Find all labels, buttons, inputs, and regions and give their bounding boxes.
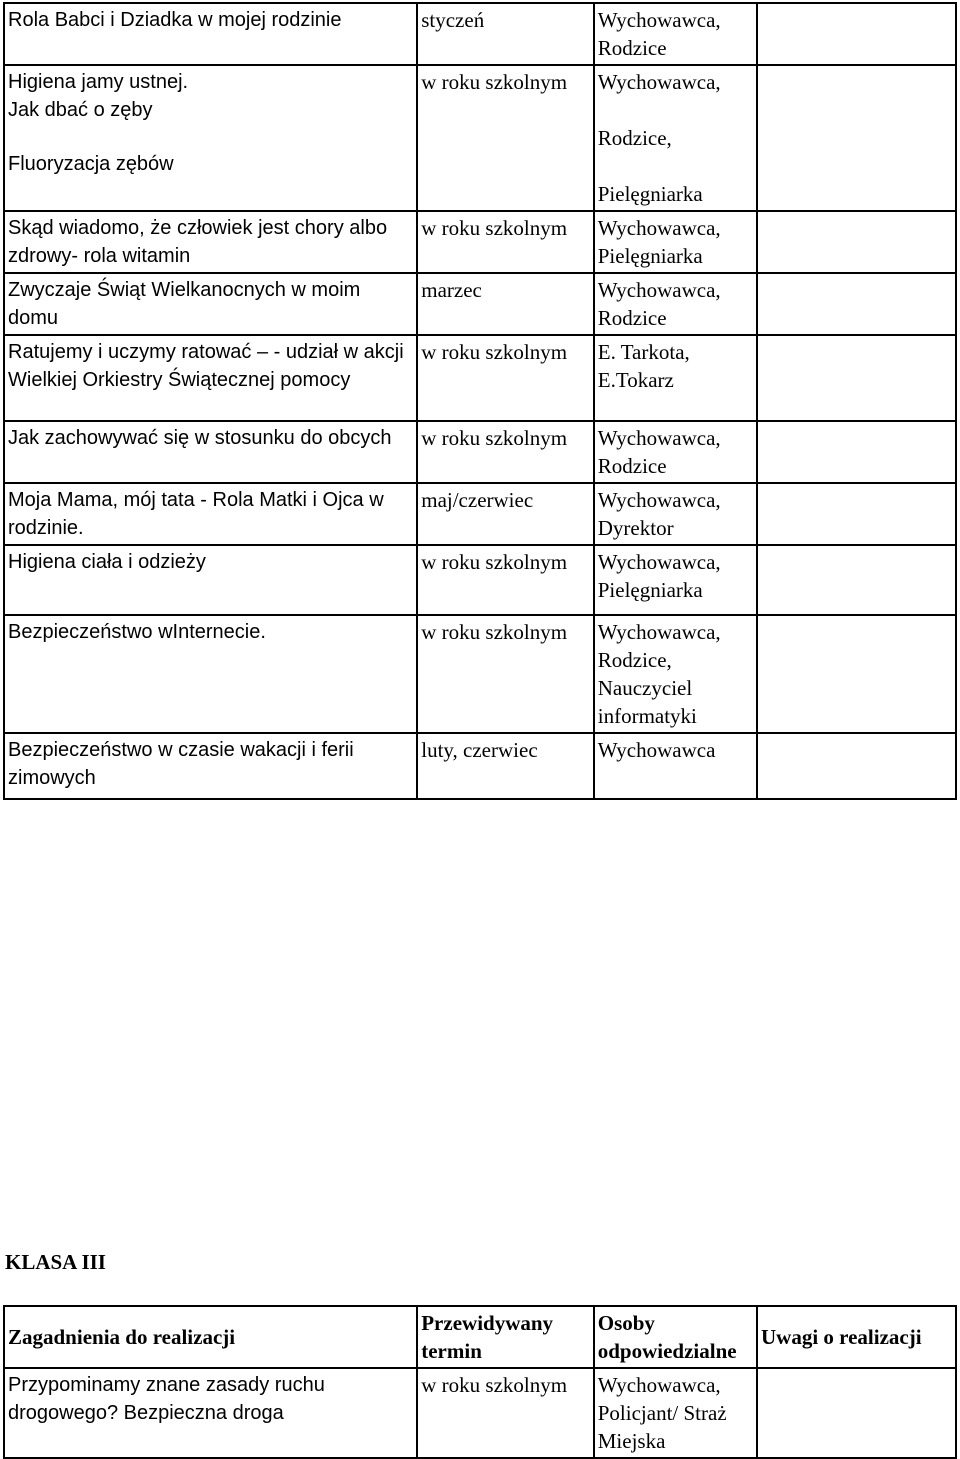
topic-cell: Skąd wiadomo, że człowiek jest chory albo zdrowy- rola witamin — [4, 211, 417, 273]
topic-cell: Bezpieczeństwo wInternecie. — [4, 615, 417, 733]
persons-cell: Wychowawca — [594, 733, 757, 799]
notes-cell — [757, 615, 956, 733]
term-cell: w roku szkolnym — [417, 421, 594, 483]
table-row — [4, 211, 956, 273]
term-cell: luty, czerwiec — [417, 733, 594, 799]
table-row — [4, 545, 956, 615]
notes-cell — [757, 65, 956, 211]
class-iii-table — [3, 1305, 957, 1459]
persons-cell: Wychowawca, Dyrektor — [594, 483, 757, 545]
table-row — [4, 335, 956, 421]
persons-cell: Wychowawca, Pielęgniarka — [594, 545, 757, 615]
term-cell: w roku szkolnym — [417, 65, 594, 211]
term-cell: w roku szkolnym — [417, 1368, 594, 1458]
table-row — [4, 3, 956, 65]
notes-cell — [757, 545, 956, 615]
responsibilities-table — [3, 2, 957, 800]
table-row — [4, 1368, 956, 1458]
persons-cell: Wychowawca, Pielęgniarka — [594, 211, 757, 273]
topic-cell: Zwyczaje Świąt Wielkanocnych w moim domu — [4, 273, 417, 335]
header-topic: Zagadnienia do realizacji — [4, 1306, 417, 1368]
notes-cell — [757, 211, 956, 273]
header-row — [4, 1306, 956, 1368]
notes-cell — [757, 3, 956, 65]
term-cell: w roku szkolnym — [417, 335, 594, 421]
notes-cell — [757, 483, 956, 545]
persons-cell: Wychowawca, Policjant/ Straż Miejska — [594, 1368, 757, 1458]
persons-cell: E. Tarkota, E.Tokarz — [594, 335, 757, 421]
section-heading: KLASA III — [5, 1250, 106, 1274]
persons-cell: Wychowawca, Rodzice, Nauczyciel informatyki — [594, 615, 757, 733]
topic-cell: Moja Mama, mój tata - Rola Matki i Ojca w rodzinie. — [4, 483, 417, 545]
term-cell: marzec — [417, 273, 594, 335]
topic-cell: Higiena ciała i odzieży — [4, 545, 417, 615]
topic-cell: Bezpieczeństwo w czasie wakacji i ferii zimowych — [4, 733, 417, 799]
term-cell: w roku szkolnym — [417, 545, 594, 615]
table-row — [4, 733, 956, 799]
notes-cell — [757, 421, 956, 483]
notes-cell — [757, 733, 956, 799]
table-row — [4, 273, 956, 335]
term-cell: maj/czerwiec — [417, 483, 594, 545]
term-cell: w roku szkolnym — [417, 211, 594, 273]
topic-cell: Ratujemy i uczymy ratować – - udział w akcji Wielkiej Orkiestry Świątecznej pomocy — [4, 335, 417, 421]
topic-cell: Higiena jamy ustnej. Jak dbać o zęby Fluoryzacja zębów — [4, 65, 417, 211]
header-term: Przewidywany termin — [417, 1306, 594, 1368]
persons-cell: Wychowawca, Rodzice — [594, 421, 757, 483]
topic-cell: Jak zachowywać się w stosunku do obcych — [4, 421, 417, 483]
persons-cell: Wychowawca, Rodzice — [594, 273, 757, 335]
table-row — [4, 615, 956, 733]
notes-cell — [757, 335, 956, 421]
persons-cell: Wychowawca, Rodzice — [594, 3, 757, 65]
table-row — [4, 483, 956, 545]
table-row — [4, 65, 956, 211]
persons-cell: Wychowawca, Rodzice, Pielęgniarka — [594, 65, 757, 211]
header-notes: Uwagi o realizacji — [757, 1306, 956, 1368]
topic-cell: Przypominamy znane zasady ruchu drogowego? Bezpieczna droga — [4, 1368, 417, 1458]
notes-cell — [757, 1368, 956, 1458]
term-cell: w roku szkolnym — [417, 615, 594, 733]
table-row — [4, 421, 956, 483]
term-cell: styczeń — [417, 3, 594, 65]
header-persons: Osoby odpowiedzialne — [594, 1306, 757, 1368]
notes-cell — [757, 273, 956, 335]
topic-cell: Rola Babci i Dziadka w mojej rodzinie — [4, 3, 417, 65]
